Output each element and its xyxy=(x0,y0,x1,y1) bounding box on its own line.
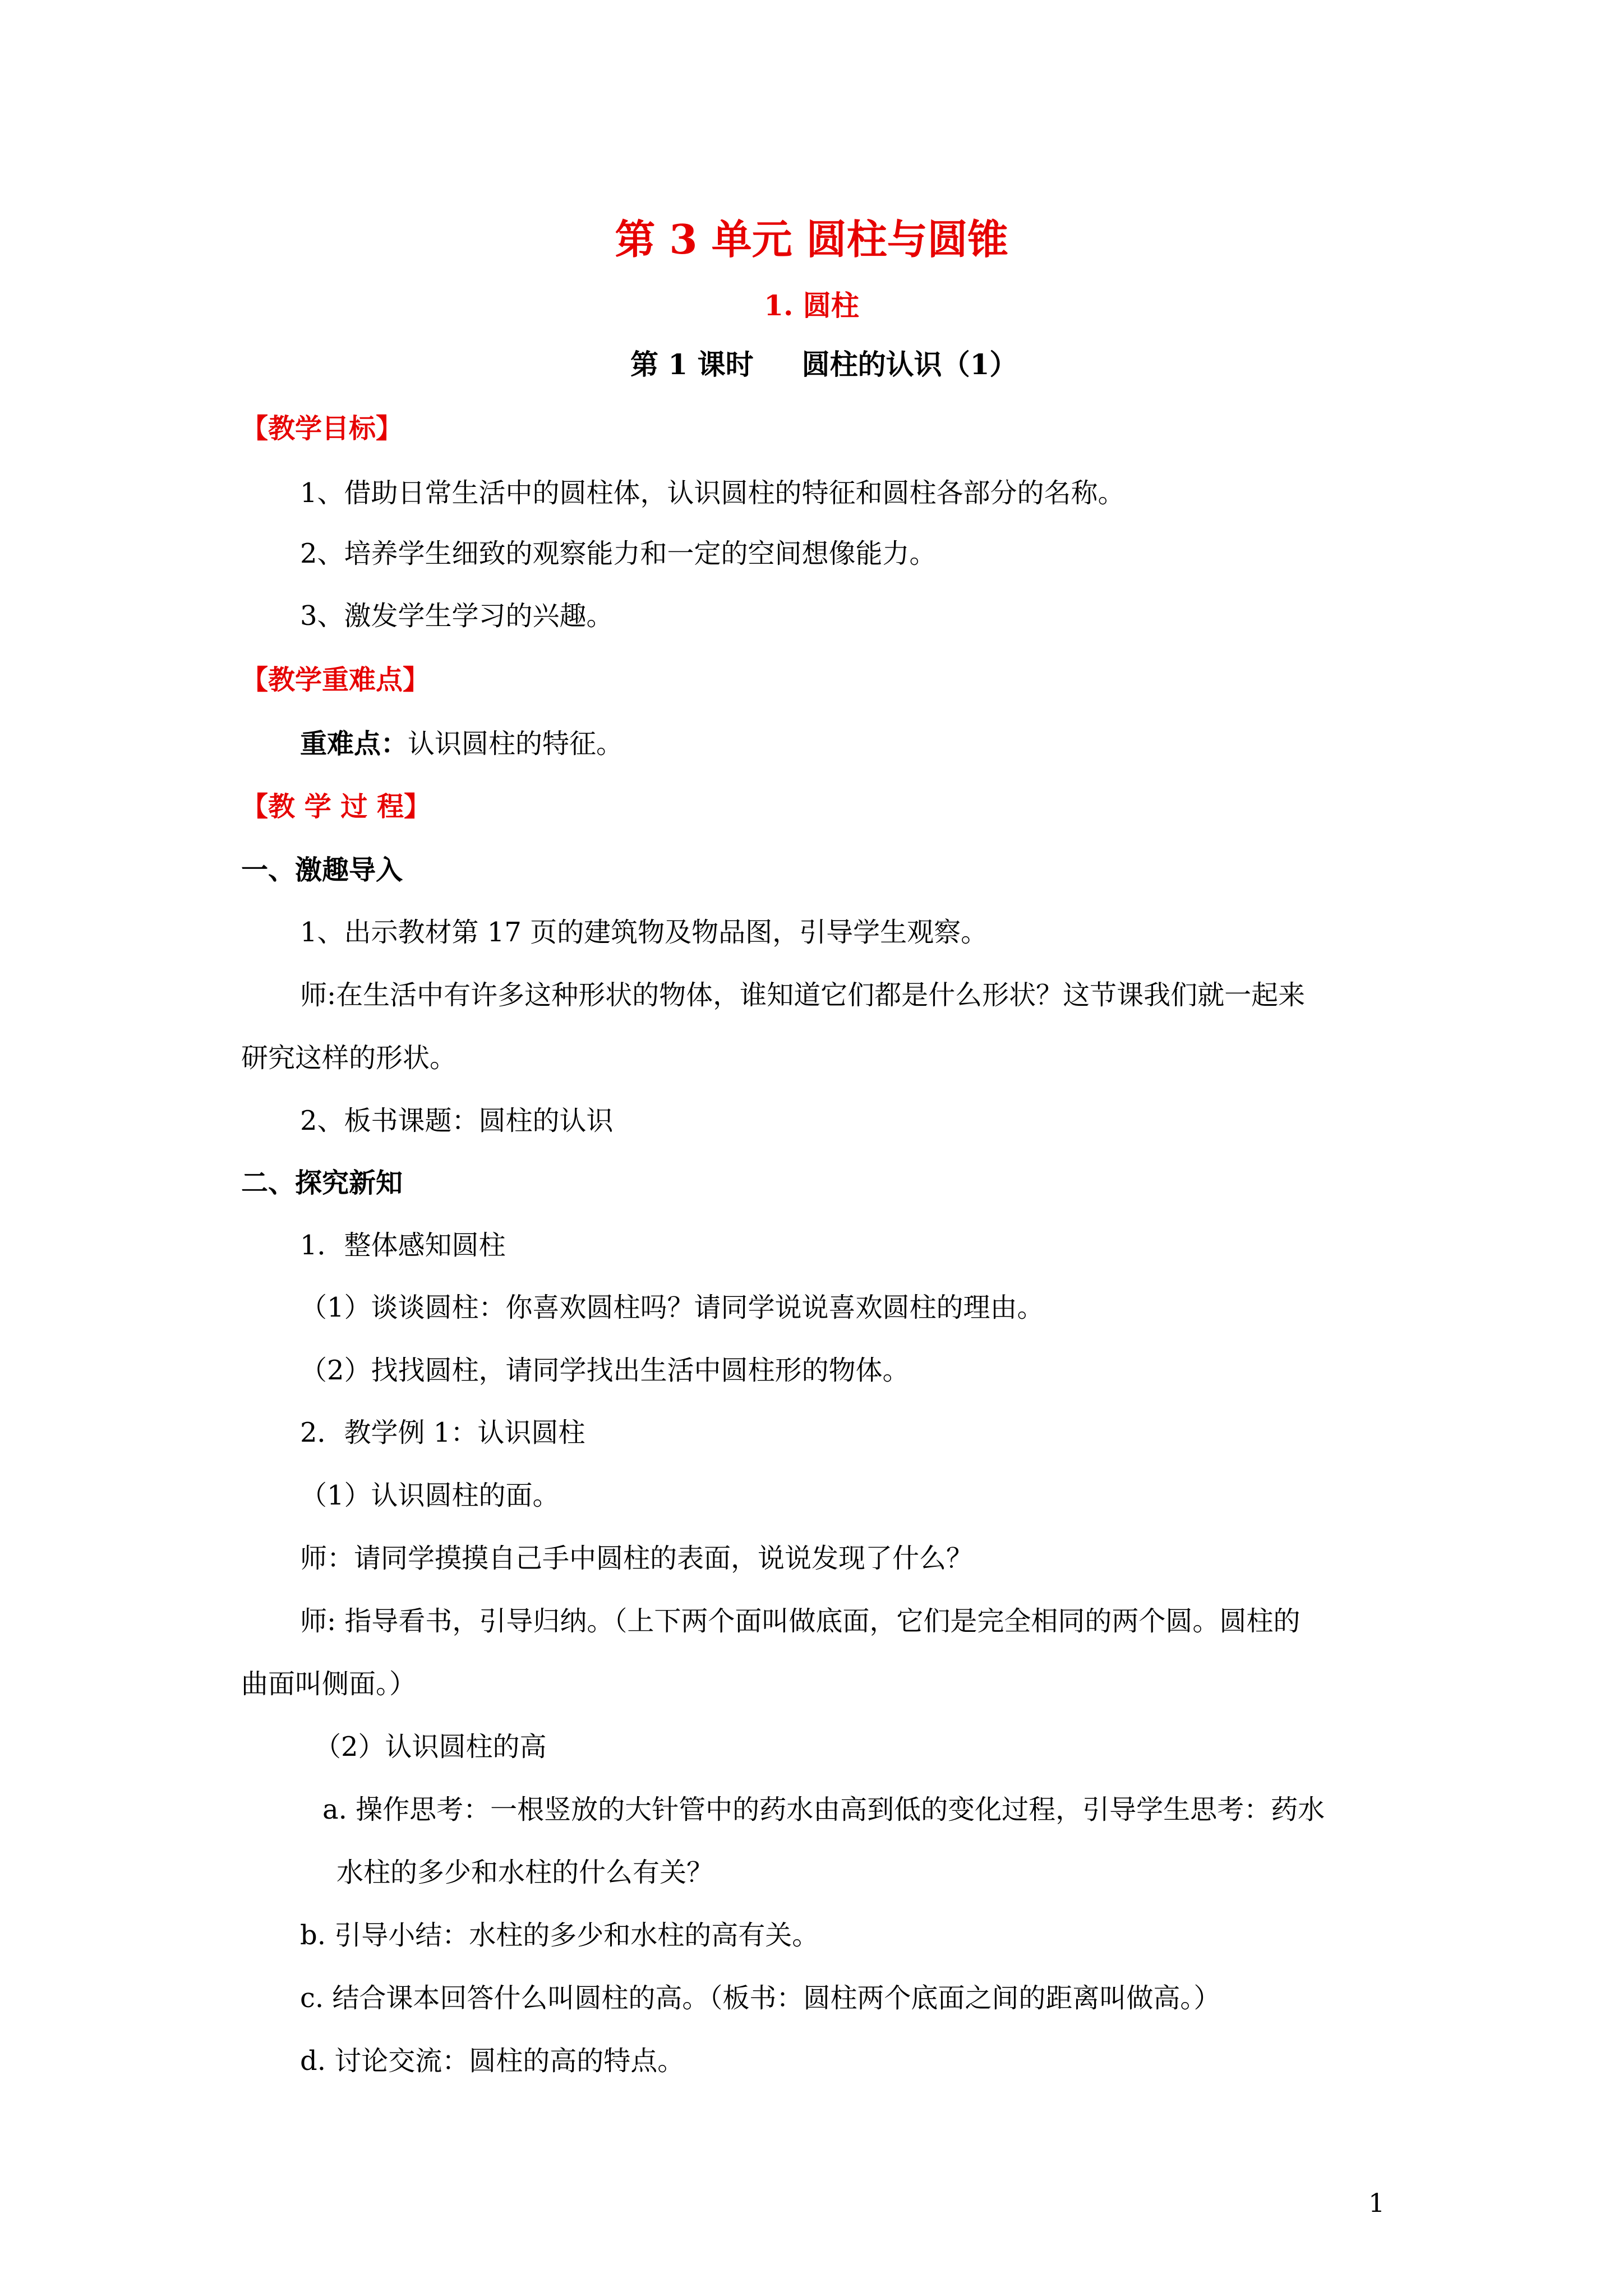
paragraph-line: 1、出示教材第 17 页的建筑物及物品图，引导学生观察。 xyxy=(300,917,988,948)
lesson-name: 圆柱的认识（1） xyxy=(801,348,1018,381)
unit-title: 第 3 单元 圆柱与圆锥 xyxy=(615,215,1008,263)
heading-key-points: 【教学重难点】 xyxy=(241,664,430,696)
lesson-number: 第 1 课时 xyxy=(630,348,754,381)
paragraph-line: c. 结合课本回答什么叫圆柱的高。（板书：圆柱两个底面之间的距离叫做高。） xyxy=(300,1982,1221,2014)
key-point xyxy=(300,726,623,762)
paragraph-line: 2．教学例 1：认识圆柱 xyxy=(300,1417,585,1448)
key-point-text: 认识圆柱的特征。 xyxy=(408,728,624,760)
section-title: 1. 圆柱 xyxy=(764,289,859,322)
paragraph-line: 水柱的多少和水柱的什么有关？ xyxy=(336,1857,714,1888)
paragraph-line: 师: 指导看书，引导归纳。（上下两个面叫做底面，它们是完全相同的两个圆。圆柱的 xyxy=(300,1605,1301,1637)
paragraph-line: 1．整体感知圆柱 xyxy=(300,1230,506,1261)
paragraph-line: d. 讨论交流：圆柱的高的特点。 xyxy=(300,2045,685,2077)
page-number: 1 xyxy=(1368,2188,1385,2218)
paragraph-line: （1）谈谈圆柱：你喜欢圆柱吗？请同学说说喜欢圆柱的理由。 xyxy=(300,1292,1044,1323)
paragraph-line: （2）认识圆柱的高 xyxy=(314,1731,547,1763)
objective-item: 1、借助日常生活中的圆柱体，认识圆柱的特征和圆柱各部分的名称。 xyxy=(300,477,1125,509)
part2-heading: 二、探究新知 xyxy=(241,1167,403,1199)
part1-heading: 一、激趣导入 xyxy=(241,854,403,886)
heading-objectives: 【教学目标】 xyxy=(241,413,403,444)
objective-item: 3、激发学生学习的兴趣。 xyxy=(300,600,614,632)
paragraph-line: （1）认识圆柱的面。 xyxy=(300,1480,560,1511)
heading-process: 【教 学 过 程】 xyxy=(241,791,431,822)
paragraph-line: b. 引导小结：水柱的多少和水柱的高有关。 xyxy=(300,1920,819,1951)
objective-item: 2、培养学生细致的观察能力和一定的空间想像能力。 xyxy=(300,538,937,569)
paragraph-line: 曲面叫侧面。） xyxy=(241,1668,417,1700)
key-point-label: 重难点： xyxy=(300,728,408,760)
paragraph-line: （2）找找圆柱，请同学找出生活中圆柱形的物体。 xyxy=(300,1355,910,1386)
paragraph-line: 2、板书课题：圆柱的认识 xyxy=(300,1105,614,1137)
lesson-title xyxy=(630,347,1017,383)
paragraph-line: 研究这样的形状。 xyxy=(241,1042,457,1074)
paragraph-line: 师：请同学摸摸自己手中圆柱的表面，说说发现了什么？ xyxy=(300,1543,974,1574)
paragraph-line: 师:在生活中有许多这种形状的物体，谁知道它们都是什么形状？这节课我们就一起来 xyxy=(300,979,1306,1011)
paragraph-line: a. 操作思考：一根竖放的大针管中的药水由高到低的变化过程，引导学生思考：药水 xyxy=(322,1794,1325,1825)
